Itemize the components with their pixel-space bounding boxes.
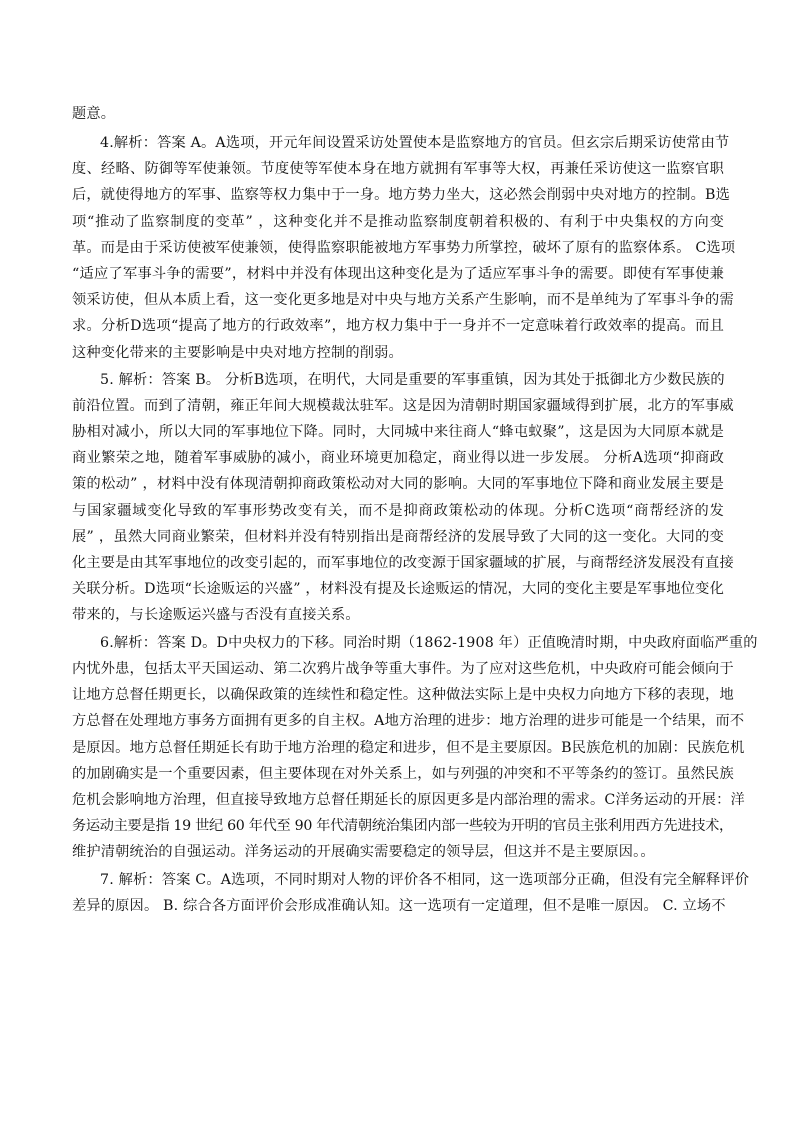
text-line: 危机会影响地方治理，但直接导致地方总督任期延长的原因更多是内部治理的需求。C洋务运动的开展：洋: [72, 792, 745, 808]
text-line: 差异的原因。 B. 综合各方面评价会形成准确认知。这一选项有一定道理，但不是唯一原因。 C. 立场不: [72, 898, 726, 914]
text-line: 6.解析：答案 D。D中央权力的下移。同治时期（1862-1908 年）正值晚清时期，中央政府面临严重的: [100, 635, 758, 651]
text-line: 后，就使得地方的军事、监察等权力集中于一身。地方势力坐大，这必然会削弱中央对地方的控制。B选: [72, 187, 731, 203]
text-line: 化主要是由其军事地位的改变引起的，而军事地位的改变源于国家疆域的扩展，与商帮经济发展没有直接: [72, 555, 734, 571]
text-line: 关联分析。D选项“长途贩运的兴盛” ，材料没有提及长途贩运的情况，大同的变化主要是军事地位变化: [72, 581, 724, 597]
text-line: 商业繁荣之地，随着军事威胁的减小，商业环境更加稳定，商业得以进一步发展。 分析A选项“抑商政: [72, 450, 724, 466]
text-line: 让地方总督任期更长，以确保政策的连续性和稳定性。这种做法实际上是中央权力向地方下移的表现，地: [72, 687, 734, 703]
text-line: 这种变化带来的主要影响是中央对地方控制的削弱。: [72, 345, 403, 361]
text-line: 革。而是由于采访使被军使兼领，使得监察职能被地方军事势力所掌控，破坏了原有的监察体系。 C选项: [72, 240, 736, 256]
text-line: “适应了军事斗争的需要”，材料中并没有体现出这种变化是为了适应军事斗争的需要。即使有军事使兼: [72, 266, 724, 282]
text-line: 是原因。地方总督任期延长有助于地方治理的稳定和进步，但不是主要原因。B民族危机的加剧：民族危机: [72, 740, 745, 756]
text-line: 带来的，与长途贩运兴盛与否没有直接关系。: [72, 607, 360, 623]
text-line: 与国家疆域变化导致的军事形势改变有关，而不是抑商政策松动的体现。分析C选项“商帮经济的发: [72, 503, 724, 519]
text-line: 7. 解析：答案 C。A选项，不同时期对人物的评价各不相同，这一选项部分正确，但没有完全解释评价: [100, 872, 750, 888]
text-line: 展” ，虽然大同商业繁荣，但材料并没有特别指出是商帮经济的发展导致了大同的这一变化。大同的变: [72, 529, 724, 545]
text-line: 策的松动” ，材料中没有体现清朝抑商政策松动对大同的影响。大同的军事地位下降和商业发展主要是: [72, 476, 724, 492]
text-line: 胁相对减小，所以大同的军事地位下降。同时，大同城中来往商人“蜂屯蚁聚”，这是因为大同原本就是: [72, 424, 724, 440]
text-line: 务运动主要是指 19 世纪 60 年代至 90 年代清朝统治集团内部一些较为开明的官员主张利用西方先进技术，: [72, 818, 733, 834]
text-line: 维护清朝统治的自强运动。洋务运动的开展确实需要稳定的领导层，但这并不是主要原因。。: [72, 844, 655, 860]
text-line: 领采访使，但从本质上看，这一变化更多地是对中央与地方关系产生影响，而不是单纯为了军事斗争的需: [72, 292, 734, 308]
text-line: 前沿位置。而到了清朝，雍正年间大规模裁汰驻军。这是因为清朝时期国家疆域得到扩展，北方的军事威: [72, 398, 734, 414]
text-line: 5. 解析：答案 B。 分析B选项，在明代，大同是重要的军事重镇，因为其处于抵御北方少数民族的: [100, 372, 725, 388]
text-line: 项“推动了监察制度的变革” ，这种变化并不是推动监察制度朝着积极的、有利于中央集权的方向变: [72, 214, 724, 230]
text-line: 4.解析：答案 A。A选项，开元年间设置采访处置使本是监察地方的官员。但玄宗后期采访使常由节: [100, 135, 730, 151]
text-line: 内忧外患，包括太平天国运动、第二次鸦片战争等重大事件。为了应对这些危机，中央政府可能会倾向于: [72, 661, 734, 677]
text-line: 求。分析D选项“提高了地方的行政效率”，地方权力集中于一身并不一定意味着行政效率的提高。而且: [72, 318, 724, 334]
text-line: 方总督在处理地方事务方面拥有更多的自主权。A地方治理的进步：地方治理的进步可能是一个结果，而不: [72, 713, 745, 729]
text-line: 题意。: [72, 106, 116, 122]
text-line: 的加剧确实是一个重要因素，但主要体现在对外关系上，如与列强的冲突和不平等条约的签订。虽然民族: [72, 766, 734, 782]
text-line: 度、经略、防御等军使兼领。节度使等军使本身在地方就拥有军事等大权，再兼任采访使这一监察官职: [72, 161, 724, 177]
